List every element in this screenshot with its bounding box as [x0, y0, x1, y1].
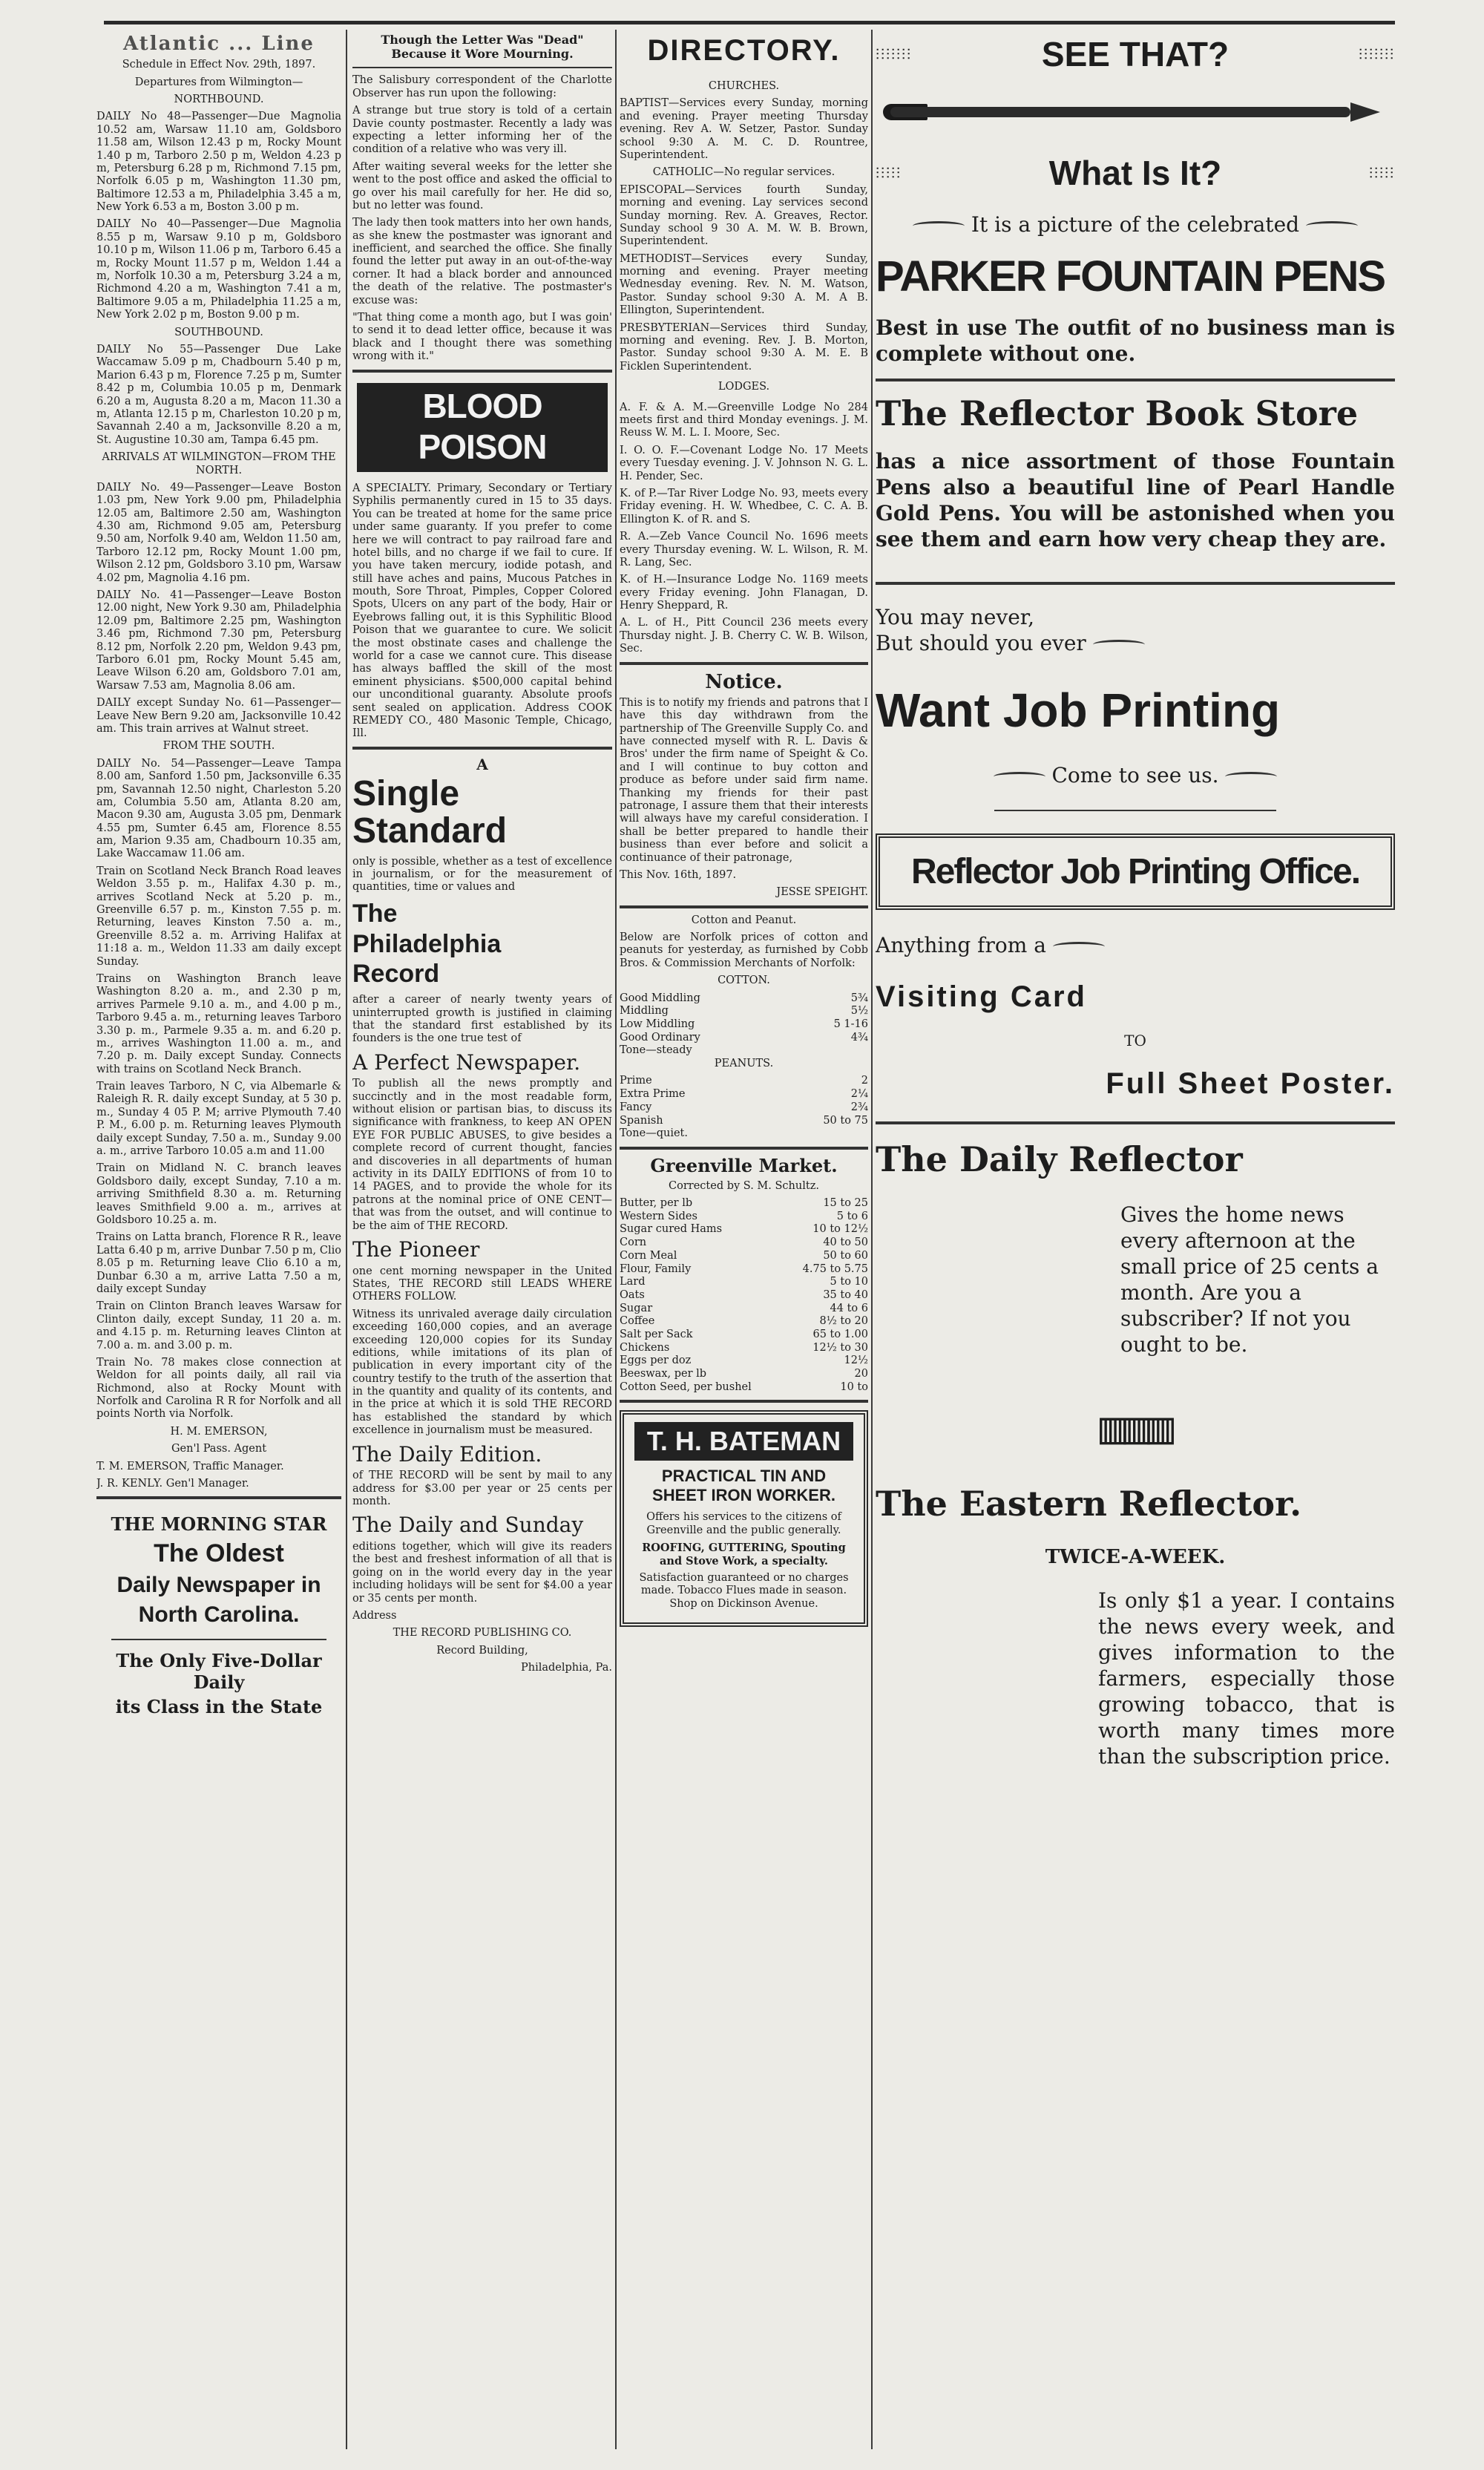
record-text: editions together, which will give its readers the best and freshest information of all that is going on in the world every day in the year including holidays will be sent for $4.00 a year or 35 cents per month.	[352, 1541, 612, 1605]
market-price: 12½ to 30	[812, 1341, 868, 1354]
ornament-icon: ⫶⫶⫶⫶⫶⫶⫶	[1359, 45, 1395, 63]
signature: H. M. EMERSON,	[170, 1425, 268, 1438]
market-item: Sugar cured Hams	[620, 1223, 723, 1236]
column-stories	[352, 30, 612, 2449]
record-address: Address	[352, 1609, 397, 1622]
peanut-price: 2	[861, 1075, 868, 1087]
notice-date: This Nov. 16th, 1897.	[620, 868, 737, 881]
cotton-row	[620, 1032, 868, 1045]
market-row	[620, 1354, 868, 1368]
peanut-row	[620, 1101, 868, 1115]
daily-reflector-heading: The Daily Reflector	[876, 1139, 1243, 1179]
never-text: You may never,	[876, 605, 1035, 629]
cotton-row	[620, 1018, 868, 1032]
to-line: TO	[1124, 1032, 1146, 1049]
cotton-row	[620, 992, 868, 1006]
bateman-ad	[620, 1410, 868, 1627]
branch-note: Trains on Latta branch, Florence R R., leave Latta 6.40 p m, arrive Dunbar 7.50 p m, Clio 8.05 p m. Returning leave Clio 6.10 a m, Dunbar 6.30 a m, arrive Latta 7.50 a m, daily except Sunday	[96, 1231, 341, 1295]
market-row	[620, 1315, 868, 1329]
story-paragraph: The Salisbury correspondent of the Charlotte Observer has run upon the following:	[352, 74, 612, 99]
book-store-text: has a nice assortment of those Fountain Pens also a beautiful line of Pearl Handle Gold Pens. You will be astonished when you see them and earn how very cheap they are.	[876, 449, 1395, 551]
market-price-list	[620, 1197, 868, 1394]
branch-note: Train No. 78 makes close connection at Weldon for all points daily, all rail via Richmond, also at Rocky Mount with Norfolk and Carolina R R for Norfolk and all points North via Norfolk.	[96, 1356, 341, 1421]
branch-note: Train on Midland N. C. branch leaves Goldsboro daily, except Sunday, 7.10 a m. arriving Smithfield 8.30 a. m. Returning leaves Smithfield 9.00 a. m., arrives at Goldsboro 10.25 a. m.	[96, 1162, 341, 1226]
lodge-entry: A. F. & A. M.—Greenville Lodge No 284 meets first and third Monday evenings. J. M. Reuss W. M. L. I. Moore, Sec.	[620, 401, 868, 439]
morning-star-line: its Class in the State	[115, 1695, 323, 1717]
market-item: Eggs per doz	[620, 1354, 692, 1367]
peanut-heading: PEANUTS.	[714, 1058, 774, 1070]
never-text	[876, 630, 1395, 656]
market-item: Cotton Seed, per bushel	[620, 1380, 752, 1393]
record-text: after a career of nearly twenty years of uninterrupted growth is justified in claiming that the standard first established by its founders is the one true test of	[352, 994, 612, 1045]
column-divider	[615, 30, 617, 2449]
cotton-peanut-heading: Cotton and Peanut.	[691, 914, 797, 926]
branch-note: Train leaves Tarboro, N C, via Albemarle & Raleigh R. R. daily except Sunday, at 5 30 p. m., Sunday 4 05 P. M; arrive Plymouth 7.40 P. M., 6.00 p. m. Returning leaves Plymouth daily except Sunday, 7.50 a. m., Sunday 9.00 a. m., arrive Tarboro 10.05 a.m and 11.00	[96, 1081, 341, 1158]
market-price: 15 to 25	[823, 1197, 868, 1210]
morning-star-title: THE MORNING STAR	[111, 1513, 327, 1536]
market-item: Corn Meal	[620, 1249, 677, 1262]
peanut-price: 2¾	[850, 1101, 868, 1113]
best-in-use-text: Best in use The outfit of no business man is complete without one.	[876, 315, 1395, 366]
picture-line	[876, 212, 1395, 237]
section-rule	[620, 1400, 868, 1403]
market-row	[620, 1236, 868, 1250]
cotton-price: 5½	[850, 1005, 868, 1018]
record-text: Witness its unrivaled average daily circulation exceeding 160,000 copies, and an average exceeding 120,000 copies for its Sunday editions, while imitations of its plan of publication in every important city of the country testify to the truth of the assertion that in the quantity and quality of its contents, and in the price at which it is sold THE RECORD has established the standard by which excellence in journalism must be measured.	[352, 1308, 612, 1437]
market-price: 10 to	[840, 1380, 868, 1393]
market-price: 5 to 6	[836, 1210, 868, 1222]
job-office-box	[876, 833, 1395, 910]
schedule-entry: DAILY No. 49—Passenger—Leave Boston 1.03 pm, New York 9.00 pm, Philadelphia 12.05 am, Baltimore 2.50 am, Washington 4.30 am, Richmond 9.05 am, Petersburg 9.50 am, Norfolk 9.40 am, Weldon 11.50 am, Tarboro 12.12 pm, Rocky Mount 1.00 pm, Wilson 2.12 pm, Goldsboro 3.10 pm, Warsaw 4.02 pm, Magnolia 4.16 pm.	[96, 481, 341, 584]
parker-pens-heading: PARKER FOUNTAIN PENS	[876, 252, 1385, 301]
record-heading: Record	[352, 960, 440, 989]
cotton-row	[620, 1005, 868, 1018]
branch-note: Train on Clinton Branch leaves Warsaw for Clinton daily, except Sunday, 11 20 a. m. and 4.15 p. m. Returning leaves Clinton at 7.00 a. m. and 3.00 p. m.	[96, 1300, 341, 1352]
cotton-row	[620, 1044, 868, 1058]
notice-title: Notice.	[705, 670, 783, 693]
schedule-entry: DAILY No. 41—Passenger—Leave Boston 12.00 night, New York 9.30 am, Philadelphia 12.09 pm, Baltimore 2.25 pm, Washington 3.46 pm, Richmond 7.30 pm, Petersburg 8.12 pm, Norfolk 2.20 pm, Weldon 9.43 pm, Tarboro 6.01 pm, Rocky Mount 5.45 am, Leave Wilson 6.20 am, Goldsboro 7.01 am, Warsaw 7.53 am, Magnolia 8.06 am.	[96, 589, 341, 692]
record-text: of THE RECORD will be sent by mail to any address for $3.00 per year or 25 cents per month.	[352, 1470, 612, 1508]
peanut-price: 50 to 75	[823, 1114, 868, 1127]
market-row	[620, 1197, 868, 1211]
section-rule	[352, 67, 612, 68]
market-price: 8½ to 20	[819, 1315, 868, 1328]
lodge-entry: R. A.—Zeb Vance Council No. 1696 meets every Thursday evening. W. L. Wilson, R. M. R. Lang, Sec.	[620, 531, 868, 569]
notice-signature: JESSE SPEIGHT.	[776, 886, 868, 899]
cotton-item: Tone—steady	[620, 1044, 692, 1057]
lodge-entry: A. L. of H., Pitt Council 236 meets every Thursday night. J. B. Cherry C. W. B. Wilson, Sec.	[620, 617, 868, 655]
record-address: Record Building,	[436, 1644, 528, 1657]
market-price: 5 to 10	[830, 1276, 868, 1288]
scroll-ornament-icon	[1053, 942, 1105, 951]
morning-star-line: North Carolina.	[138, 1602, 300, 1628]
see-that-heading: SEE THAT?	[1041, 35, 1229, 73]
column-divider	[346, 30, 347, 2449]
record-text: one cent morning newspaper in the United States, THE RECORD still LEADS WHERE OTHERS FOLLOW.	[352, 1265, 612, 1303]
schedule-entry: DAILY except Sunday No. 61—Passenger—Leave New Bern 9.20 am, Jacksonville 10.42 am. This train arrives at Walnut street.	[96, 697, 341, 735]
market-row	[620, 1250, 868, 1263]
lodge-entry: K. of P.—Tar River Lodge No. 93, meets every Friday evening. H. W. Whedbee, C. C. A. B. Ellington K. of R. and S.	[620, 487, 868, 525]
record-address: Philadelphia, Pa.	[521, 1662, 612, 1674]
lodges-heading: LODGES.	[718, 381, 770, 393]
schedule-entry: DAILY No 55—Passenger Due Lake Waccamaw 5.09 p m, Chadbourn 5.40 p m, Marion 6.43 p m, Florence 7.25 p m, Sumter 8.42 p m, Columbia 10.05 p m, Denmark 6.20 a m, Augusta 8.20 a m, Macon 11.30 a m, Atlanta 12.15 p m, Charleston 10.20 p m, Savannah 2.40 a m, Jacksonville 8.20 a m, St. Augustine 10.30 am, Tampa 6.45 pm.	[96, 344, 341, 446]
peanut-item: Extra Prime	[620, 1088, 686, 1101]
book-store-heading: The Reflector Book Store	[876, 393, 1359, 433]
section-rule	[994, 810, 1276, 811]
market-price: 40 to 50	[823, 1236, 868, 1249]
market-price: 44 to 6	[830, 1302, 868, 1314]
directory-title: DIRECTORY.	[647, 34, 841, 67]
market-row	[620, 1211, 868, 1224]
section-rule	[620, 1147, 868, 1150]
story-paragraph: A strange but true story is told of a certain Davie county postmaster. Recently a lady was expecting a letter informing her of the condition of a relative who was very ill.	[352, 105, 612, 156]
ad-line: A	[476, 755, 488, 773]
record-heading: The	[352, 899, 398, 928]
peanut-row	[620, 1127, 868, 1141]
cotton-peanut-text: Below are Norfolk prices of cotton and peanuts for yesterday, as furnished by Cobb Bros. & Commission Merchants of Norfolk:	[620, 931, 868, 969]
ornament-row	[876, 1402, 1395, 1454]
column-divider	[871, 30, 873, 2449]
market-row	[620, 1329, 868, 1342]
market-price: 65 to 1.00	[812, 1328, 868, 1340]
market-item: Chickens	[620, 1341, 670, 1354]
market-price: 12½	[844, 1354, 868, 1367]
anything-text	[876, 932, 1395, 958]
eastern-reflector-text: Is only $1 a year. I contains the news every week, and gives information to the farmers, especially those growing tobacco, that is worth many times more than the subscription price.	[1098, 1588, 1395, 1769]
market-row	[620, 1303, 868, 1316]
section-rule	[876, 1121, 1395, 1124]
market-item: Oats	[620, 1288, 645, 1301]
morning-star-line: The Only Five-Dollar Daily	[116, 1650, 322, 1693]
market-row	[620, 1289, 868, 1303]
section-rule	[111, 1639, 326, 1640]
schedule-entry: DAILY No. 54—Passenger—Leave Tampa 8.00 am, Sanford 1.50 pm, Jacksonville 6.35 pm, Savannah 12.50 night, Charleston 5.20 am, Columbia 5.50 am, Atlanta 8.20 am, Macon 9.30 am, Augusta 3.05 pm, Denmark 4.55 pm, Sumter 6.45 am, Florence 8.55 am, Marion 9.35 am, Chadbourn 10.35 am, Lake Waccamaw 11.06 am.	[96, 757, 341, 860]
section-rule	[352, 747, 612, 750]
eastern-reflector-heading: The Eastern Reflector.	[876, 1484, 1302, 1524]
market-price: 35 to 40	[823, 1288, 868, 1301]
twice-a-week: TWICE-A-WEEK.	[1045, 1546, 1226, 1568]
morning-star-line: The Oldest	[154, 1539, 284, 1568]
want-job-printing-heading: Want Job Printing	[876, 684, 1281, 737]
scroll-ornament-icon	[913, 221, 965, 231]
schedule-entry: DAILY No 40—Passenger—Due Magnolia 8.55 p m, Warsaw 9.10 p m, Goldsboro 10.10 p m, Wilson 11.06 p m, Tarboro 6.45 a m, Rocky Mount 11.57 p m, Weldon 1.44 a m, Norfolk 10.30 a m, Petersburg 3.24 a m, Richmond 4.20 a m, Washington 7.41 a m, Baltimore 9.05 a m, Philadelphia 11.25 a m, New York 2.02 p m, Boston 9.00 p m.	[96, 218, 341, 321]
schedule-title: Atlantic ... Line	[123, 33, 315, 55]
top-rule	[104, 21, 1395, 24]
market-row	[620, 1263, 868, 1277]
schedule-effective: Schedule in Effect Nov. 29th, 1897.	[122, 59, 316, 71]
story-paragraph: "That thing come a month ago, but I was goin' to send it to dead letter office, because it was black and I thought there was something wrong with it."	[352, 312, 612, 363]
branch-note: Trains on Washington Branch leave Washington 8.20 a. m., and 2.30 p m, arrives Parmele 9.10 a. m., and 4.00 p m., Tarboro 9.45 a. m., returning leaves Tarboro 3.30 p. m., Parmele 9.35 a. m. and 6.20 p. m., arrives Washington 11.00 a. m., and 7.20 p. m. Daily except Sunday. Connects with trains on Scotland Neck Branch.	[96, 972, 341, 1075]
ornament-icon: ▥▥▥	[1099, 1402, 1172, 1454]
story-paragraph: The lady then took matters into her own hands, as she knew the postmaster was ignorant and inefficient, and searched the office. She finally found the letter put away in an out-of-the-way corner. It had a black border and announced the death of the relative. The postmaster's excuse was:	[352, 217, 612, 307]
cotton-price: 5 1-16	[833, 1018, 868, 1030]
directory-entry: CATHOLIC—No regular services.	[652, 166, 835, 179]
lodge-entry: I. O. O. F.—Covenant Lodge No. 17 Meets every Tuesday evening. J. V. Johnson N. G. L. H. Pender, Sec.	[620, 444, 868, 482]
anything-from: Anything from a	[876, 933, 1046, 957]
from-south-heading: FROM THE SOUTH.	[162, 740, 275, 753]
southbound-heading: SOUTHBOUND.	[174, 326, 263, 338]
signature: J. R. KENLY. Gen'l Manager.	[96, 1478, 249, 1490]
see-that-row	[876, 34, 1395, 74]
ornament-icon: ⫶⫶⫶⫶⫶⫶⫶	[876, 45, 912, 63]
blood-poison-banner: BLOOD POISON	[357, 383, 608, 472]
market-item: Western Sides	[620, 1210, 697, 1222]
directory-entry: EPISCOPAL—Services fourth Sunday, morning and evening. Lay services second Sunday morning. Rev. A. Greaves, Rector. Sunday school 9 30 A. M. W. B. Brown, Superintendent.	[620, 183, 868, 248]
market-subtitle: Corrected by S. M. Schultz.	[669, 1179, 819, 1192]
visiting-card-heading: Visiting Card	[876, 980, 1087, 1013]
story-headline: Though the Letter Was "Dead" Because it Wore Mourning.	[381, 33, 584, 62]
job-office-heading: Reflector Job Printing Office.	[910, 852, 1360, 891]
section-rule	[620, 662, 868, 665]
ornament-icon: ⫶⫶⫶⫶⫶	[1368, 164, 1395, 182]
market-item: Salt per Sack	[620, 1328, 693, 1340]
market-item: Corn	[620, 1236, 647, 1249]
record-heading: Philadelphia	[352, 929, 502, 958]
market-item: Coffee	[620, 1315, 655, 1328]
bateman-text: Satisfaction guaranteed or no charges made. Tobacco Flues made in season. Shop on Dickinson Avenue.	[639, 1571, 849, 1610]
cotton-item: Good Middling	[620, 992, 700, 1004]
directory-entry: METHODIST—Services every Sunday, morning and evening. Prayer meeting Wednesday evening. Rev. N. M. Watson, Pastor. Sunday school 9:30 A. M. A B. Ellington, Superintendent.	[620, 252, 868, 317]
market-row	[620, 1223, 868, 1236]
daily-reflector-text: Gives the home news every afternoon at the small price of 25 cents a month. Are you a subscriber? If not you ought to be.	[1120, 1202, 1379, 1357]
cotton-price: 5¾	[850, 992, 868, 1004]
come-line	[876, 763, 1395, 787]
northbound-heading: NORTHBOUND.	[174, 93, 264, 105]
bateman-title: PRACTICAL TIN AND SHEET IRON WORKER.	[652, 1466, 835, 1504]
market-item: Sugar	[620, 1302, 653, 1314]
market-price: 50 to 60	[823, 1249, 868, 1262]
blood-poison-text: A SPECIALTY. Primary, Secondary or Tertiary Syphilis permanently cured in 15 to 35 days. You can be treated at home for the same price under same guaranty. If you prefer to come here we will contract to pay railroad fare and hotel bills, and no charge if we fail to cure. If you have taken mercury, iodide potash, and still have aches and pains, Mucous Patches in mouth, Sore Throat, Pimples, Copper Colored Spots, Ulcers on any part of the body, Hair or Eyebrows falling out, it is this Syphilitic Blood Poison that we guarantee to cure. We solicit the most obstinate cases and challenge the world for a case we cannot cure. This disease has always baffled the skill of the most eminent physicians. $500,000 capital behind our unconditional guaranty. Absolute proofs sent sealed on application. Address COOK REMEDY CO., 480 Masonic Temple, Chicago, Ill.	[352, 482, 612, 740]
directory-entry: PRESBYTERIAN—Services third Sunday, morning and evening. Rev. J. B. Morton, Pastor. Sunday school 9:30 A. M. E. B Ficklen Superintendent.	[620, 321, 868, 373]
scroll-ornament-icon	[1093, 640, 1145, 649]
notice-text: This is to notify my friends and patrons that I have this day withdrawn from the partnership of The Greenville Supply Co. and have connected myself with R. L. Davis & Bros' under the firm name of Speight & Co. and I will continue to buy cotton and produce as before under said firm name. Thanking my friends for their past patronage, I assure them that their interests will always have my careful consideration. I shall be better prepared to handle their business than ever before and solicit a continuance of their patronage,	[620, 696, 868, 864]
standard-heading: Standard	[352, 810, 508, 851]
arrivals-heading: ARRIVALS AT WILMINGTON—FROM THE NORTH.	[102, 451, 336, 476]
market-title: Greenville Market.	[650, 1154, 838, 1176]
never-text-line: But should you ever	[876, 631, 1086, 655]
morning-star-line: Daily Newspaper in	[116, 1573, 321, 1598]
peanut-item: Fancy	[620, 1101, 652, 1113]
section-rule	[876, 582, 1395, 585]
scroll-ornament-icon	[1225, 772, 1277, 782]
column-reflector-ads	[876, 30, 1395, 2449]
scroll-ornament-icon	[1306, 221, 1358, 231]
record-subheading: The Pioneer	[352, 1236, 480, 1262]
market-item: Butter, per lb	[620, 1197, 693, 1210]
column-directory	[620, 30, 868, 2449]
bateman-name: T. H. BATEMAN	[634, 1422, 853, 1460]
cotton-heading: COTTON.	[718, 974, 770, 987]
signature: T. M. EMERSON, Traffic Manager.	[96, 1460, 284, 1472]
section-rule	[620, 905, 868, 908]
record-address: THE RECORD PUBLISHING CO.	[393, 1627, 572, 1639]
departures-heading: Departures from Wilmington—	[134, 76, 303, 88]
market-item: Beeswax, per lb	[620, 1368, 707, 1380]
record-text: only is possible, whether as a test of excellence in journalism, or for the measurement of quantities, time or values and	[352, 855, 612, 894]
market-price: 10 to 12½	[812, 1223, 868, 1236]
cotton-price-list	[620, 992, 868, 1058]
cotton-item: Middling	[620, 1005, 669, 1018]
peanut-item: Prime	[620, 1075, 652, 1087]
branch-note: Train on Scotland Neck Branch Road leaves Weldon 3.55 p. m., Halifax 4.30 p. m., arrives Scotland Neck at 5.20 p. m., Greenville 6.57 p. m., Kinston 7.55 p. m. Returning, leaves Kinston 7.50 a. m., Greenville 8.52 a. m. Arriving Halifax at 11:18 a. m., Weldon 11.33 am daily except Sunday.	[96, 865, 341, 968]
record-subheading: A Perfect Newspaper.	[352, 1049, 581, 1075]
record-subheading: The Daily Edition.	[352, 1441, 542, 1467]
section-rule	[96, 1496, 341, 1499]
section-rule	[352, 370, 612, 373]
bateman-text: ROOFING, GUTTERING, Spouting and Stove Work, a specialty.	[642, 1542, 846, 1568]
peanut-row	[620, 1075, 868, 1088]
bateman-text: Offers his services to the citizens of Greenville and the public generally.	[646, 1511, 841, 1536]
come-to-see-us-text: Come to see us.	[1051, 763, 1219, 787]
peanut-row	[620, 1115, 868, 1128]
picture-text: It is a picture of the celebrated	[971, 212, 1300, 237]
market-row	[620, 1342, 868, 1355]
ornament-icon: ⫶⫶⫶⫶⫶	[876, 164, 902, 182]
peanut-price-list	[620, 1075, 868, 1140]
column-railroad-schedule	[96, 30, 341, 2449]
market-item: Flour, Family	[620, 1262, 692, 1275]
market-row	[620, 1368, 868, 1381]
peanut-item: Spanish	[620, 1114, 663, 1127]
peanut-row	[620, 1088, 868, 1101]
cotton-item: Good Ordinary	[620, 1031, 700, 1044]
signature: Gen'l Pass. Agent	[171, 1443, 267, 1455]
fountain-pen-icon	[876, 86, 1395, 138]
schedule-entry: DAILY No 48—Passenger—Due Magnolia 10.52 am, Warsaw 11.10 am, Goldsboro 11.58 am, Wilson 12.43 p m, Rocky Mount 1.40 p m, Tarboro 2.50 p m, Weldon 4.23 p m, Petersburg 6.28 p m, Richmond 7.15 pm, Norfolk 6.05 p m, Washington 11.30 pm, Baltimore 12.53 a m, Philadelphia 3.45 a m, New York 6.53 a m, Boston 3.00 p m.	[96, 111, 341, 214]
what-is-it-heading: What Is It?	[1048, 154, 1222, 192]
poster-heading: Full Sheet Poster.	[1106, 1067, 1395, 1100]
lodge-entry: K. of H.—Insurance Lodge No. 1169 meets every Friday evening. John Flanagan, D. Henry Sheppard, R.	[620, 574, 868, 612]
peanut-item: Tone—quiet.	[620, 1127, 688, 1140]
market-row	[620, 1276, 868, 1289]
market-price: 4.75 to 5.75	[802, 1262, 868, 1275]
scroll-ornament-icon	[994, 772, 1045, 782]
cotton-item: Low Middling	[620, 1018, 695, 1030]
section-rule	[876, 379, 1395, 381]
churches-heading: CHURCHES.	[708, 80, 780, 92]
single-heading: Single	[352, 773, 460, 813]
record-text: To publish all the news promptly and succinctly and in the most readable form, without elision or partisan bias, to discuss its significance with frankness, to keep AN OPEN EYE FOR PUBLIC ABUSES, to give besides a complete record of current thought, fancies and discoveries in all departments of human activity in its DAILY EDITIONS of from 10 to 14 PAGES, and to provide the whole for its patrons at the nominal price of ONE CENT—that was from the outset, and will continue to be the aim of THE RECORD.	[352, 1078, 612, 1232]
story-paragraph: After waiting several weeks for the letter she went to the post office and asked the official to go over his mail carefully for her. He did so, but no letter was found.	[352, 160, 612, 212]
market-item: Lard	[620, 1276, 646, 1288]
cotton-price: 4¾	[850, 1031, 868, 1044]
directory-entry: BAPTIST—Services every Sunday, morning and evening. Prayer meeting Thursday evening. Rev A. W. Setzer, Pastor. Sunday school 9:30 A. M. C. D. Rountree, Superintendent.	[620, 97, 868, 161]
what-is-it-row	[876, 153, 1395, 193]
record-subheading: The Daily and Sunday	[352, 1513, 584, 1538]
market-row	[620, 1381, 868, 1395]
peanut-price: 2¼	[850, 1088, 868, 1101]
market-price: 20	[854, 1368, 868, 1380]
